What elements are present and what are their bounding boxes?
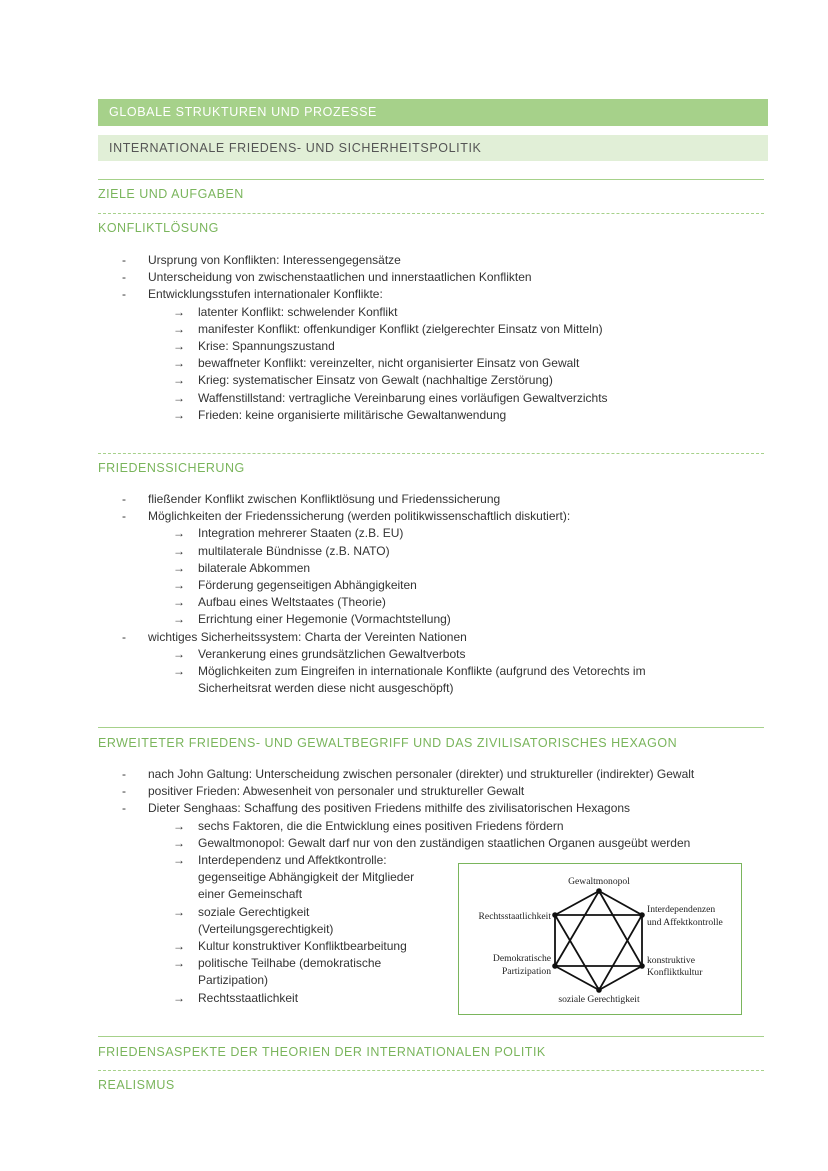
list-item: einer Gemeinschaft	[198, 887, 303, 902]
section-title-ziele: ZIELE UND AUFGABEN	[98, 187, 244, 201]
list-item: gegenseitige Abhängigkeit der Mitglieder	[198, 870, 415, 885]
list-item: → politische Teilhabe (demokratische	[0, 955, 828, 972]
document-header-subtitle: INTERNATIONALE FRIEDENS- UND SICHERHEITSPOLITIK	[98, 135, 768, 161]
list-item: → multilaterale Bündnisse (z.B. NATO)	[0, 543, 828, 560]
list-item: → latenter Konflikt: schwelender Konflikt	[0, 304, 828, 321]
list-item: Sicherheitsrat werden diese nicht ausgeschöpft)	[198, 681, 454, 696]
divider	[98, 1070, 764, 1071]
hexagon-node	[596, 888, 602, 894]
list-item: → Möglichkeiten zum Eingreifen in internationale Konflikte (aufgrund des Vetorechts im	[0, 663, 828, 680]
list-item: → Aufbau eines Weltstaates (Theorie)	[0, 594, 828, 611]
hexagon-node	[639, 912, 645, 918]
hexagon-label-konstruktive: konstruktive	[647, 955, 695, 966]
konfliktloesung-list	[0, 252, 828, 424]
hexagon-node	[552, 963, 558, 969]
list-item: → Errichtung einer Hegemonie (Vormachtstellung)	[0, 611, 828, 628]
zivilisatorisches-hexagon-diagram	[458, 863, 742, 1015]
list-item: → bewaffneter Konflikt: vereinzelter, nicht organisierter Einsatz von Gewalt	[0, 355, 828, 372]
list-item: → manifester Konflikt: offenkundiger Konflikt (zielgerechter Einsatz von Mitteln)	[0, 321, 828, 338]
hexagon-svg	[459, 864, 743, 1016]
list-item: → Krieg: systematischer Einsatz von Gewalt (nachhaltige Zerstörung)	[0, 372, 828, 389]
list-item: - Entwicklungsstufen internationaler Konflikte:	[0, 286, 828, 303]
hexagon-label-affektkontrolle: und Affektkontrolle	[647, 917, 723, 928]
hexagon-label-konfliktkultur: Konfliktkultur	[647, 967, 703, 978]
divider	[98, 179, 764, 180]
list-item: → soziale Gerechtigkeit	[0, 904, 828, 921]
friedenssicherung-list	[0, 491, 828, 697]
list-item: - Möglichkeiten der Friedenssicherung (werden politikwissenschaftlich diskutiert):	[0, 508, 828, 525]
list-item: - nach John Galtung: Unterscheidung zwischen personaler (direkter) und struktureller (indirekter) Gewalt	[0, 766, 828, 783]
list-item: - Unterscheidung von zwischenstaatlichen und innerstaatlichen Konflikten	[0, 269, 828, 286]
list-item: → sechs Faktoren, die die Entwicklung eines positiven Friedens fördern	[0, 818, 828, 835]
hexagon-node	[639, 963, 645, 969]
divider	[98, 453, 764, 454]
hexagon-triangle-down	[555, 915, 642, 990]
hexagon-outline	[555, 891, 642, 990]
section-title-erweiterter-friedensbegriff: ERWEITETER FRIEDENS- UND GEWALTBEGRIFF UND DAS ZIVILISATORISCHES HEXAGON	[98, 736, 678, 750]
list-item: → Frieden: keine organisierte militärische Gewaltanwendung	[0, 407, 828, 424]
list-item: - Dieter Senghaas: Schaffung des positiven Friedens mithilfe des zivilisatorischen Hexagons	[0, 800, 828, 817]
list-item: → Krise: Spannungszustand	[0, 338, 828, 355]
divider	[98, 213, 764, 214]
section-title-friedenssicherung: FRIEDENSSICHERUNG	[98, 461, 245, 475]
hexagon-node	[596, 987, 602, 993]
divider	[98, 1036, 764, 1037]
list-item: Partizipation)	[198, 973, 269, 988]
list-item: → Verankerung eines grundsätzlichen Gewaltverbots	[0, 646, 828, 663]
list-item: → bilaterale Abkommen	[0, 560, 828, 577]
list-item: - positiver Frieden: Abwesenheit von personaler und struktureller Gewalt	[0, 783, 828, 800]
section-title-realismus: REALISMUS	[98, 1078, 175, 1092]
list-item: → Integration mehrerer Staaten (z.B. EU)	[0, 525, 828, 542]
list-item: → Interdependenz und Affektkontrolle:	[0, 852, 828, 869]
list-item: - wichtiges Sicherheitssystem: Charta der Vereinten Nationen	[0, 629, 828, 646]
list-item: (Verteilungsgerechtigkeit)	[198, 921, 334, 936]
section-title-konfliktloesung: KONFLIKTLÖSUNG	[98, 221, 219, 235]
hexagon-label-demokratische: Demokratische	[492, 953, 551, 964]
hexagon-node	[552, 912, 558, 918]
list-item: → Waffenstillstand: vertragliche Vereinbarung eines vorläufigen Gewaltverzichts	[0, 390, 828, 407]
list-item: - fließender Konflikt zwischen Konfliktlösung und Friedenssicherung	[0, 491, 828, 508]
hexagon-label-gewaltmonopol: Gewaltmonopol	[568, 876, 630, 887]
list-item: → Rechtsstaatlichkeit	[0, 990, 828, 1007]
list-item: - Ursprung von Konflikten: Interessengegensätze	[0, 252, 828, 269]
section-title-friedensaspekte: FRIEDENSASPEKTE DER THEORIEN DER INTERNATIONALEN POLITIK	[98, 1045, 546, 1059]
hexagon-label-rechtsstaatlichkeit: Rechtsstaatlichkeit	[478, 911, 551, 922]
hexagon-label-soziale-gerechtigkeit: soziale Gerechtigkeit	[558, 994, 640, 1005]
divider	[98, 727, 764, 728]
hexagon-triangle-up	[555, 891, 642, 966]
document-header-title: GLOBALE STRUKTUREN UND PROZESSE	[98, 99, 768, 126]
list-item: → Förderung gegenseitigen Abhängigkeiten	[0, 577, 828, 594]
hexagon-label-interdependenzen: Interdependenzen	[647, 904, 716, 915]
hexagon-label-partizipation: Partizipation	[501, 966, 551, 977]
list-item: → Kultur konstruktiver Konfliktbearbeitung	[0, 938, 828, 955]
list-item: → Gewaltmonopol: Gewalt darf nur von den zuständigen staatlichen Organen ausgeübt werden	[0, 835, 828, 852]
